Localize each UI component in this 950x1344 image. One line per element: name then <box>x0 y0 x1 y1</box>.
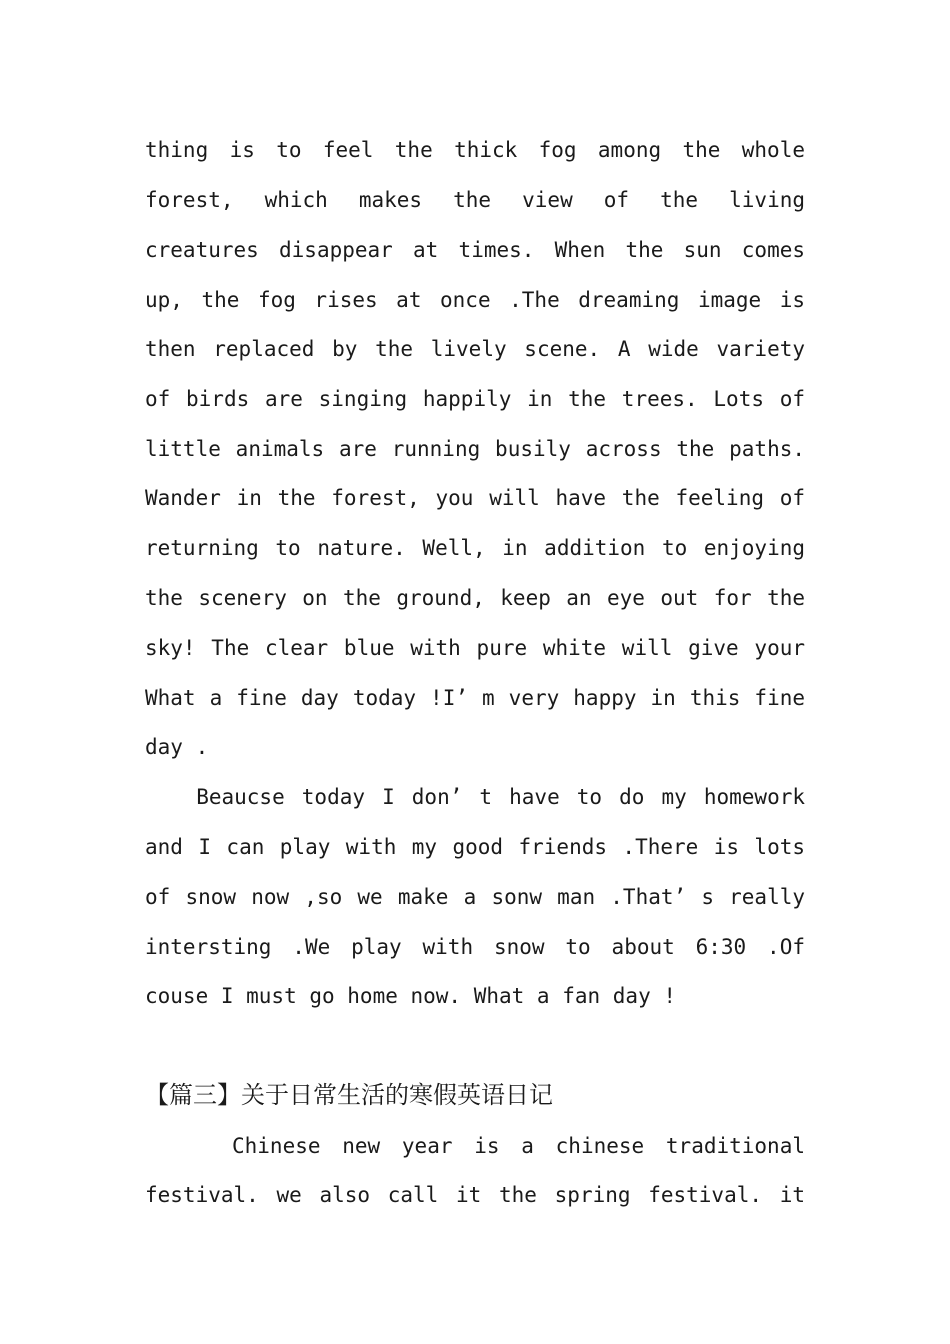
paragraph-line: the scenery on the ground, keep an eye out for the <box>145 586 805 610</box>
paragraph-line: up, the fog rises at once .The dreaming image is <box>145 288 805 312</box>
section-heading: 【篇三】关于日常生活的寒假英语日记 <box>145 1081 553 1109</box>
paragraph-line: Chinese new year is a chinese traditional <box>145 1134 805 1158</box>
paragraph-line: of snow now ,so we make a sonw man .That’ s really <box>145 885 805 909</box>
paragraph-line: forest, which makes the view of the living <box>145 188 805 212</box>
paragraph-line: Beaucse today I don’ t have to do my homework <box>145 785 805 809</box>
paragraph-line: returning to nature. Well, in addition to enjoying <box>145 536 805 560</box>
paragraph-line: and I can play with my good friends .There is lots <box>145 835 805 859</box>
paragraph-line: thing is to feel the thick fog among the whole <box>145 138 805 162</box>
paragraph-line: festival. we also call it the spring festival. it <box>145 1183 805 1207</box>
paragraph-line: little animals are running busily across the paths. <box>145 437 805 461</box>
paragraph-line: then replaced by the lively scene. A wide variety <box>145 337 805 361</box>
paragraph-line: of birds are singing happily in the trees. Lots of <box>145 387 805 411</box>
paragraph-line: couse I must go home now. What a fan day ! <box>145 984 677 1008</box>
paragraph-line: intersting .We play with snow to about 6:30 .Of <box>145 935 805 959</box>
paragraph-line: creatures disappear at times. When the sun comes <box>145 238 805 262</box>
paragraph-line: day . <box>145 735 209 759</box>
paragraph-line: Wander in the forest, you will have the feeling of <box>145 486 805 510</box>
paragraph-line: sky! The clear blue with pure white will give your <box>145 636 805 660</box>
paragraph-line: What a fine day today !I’ m very happy in this fine <box>145 686 805 710</box>
